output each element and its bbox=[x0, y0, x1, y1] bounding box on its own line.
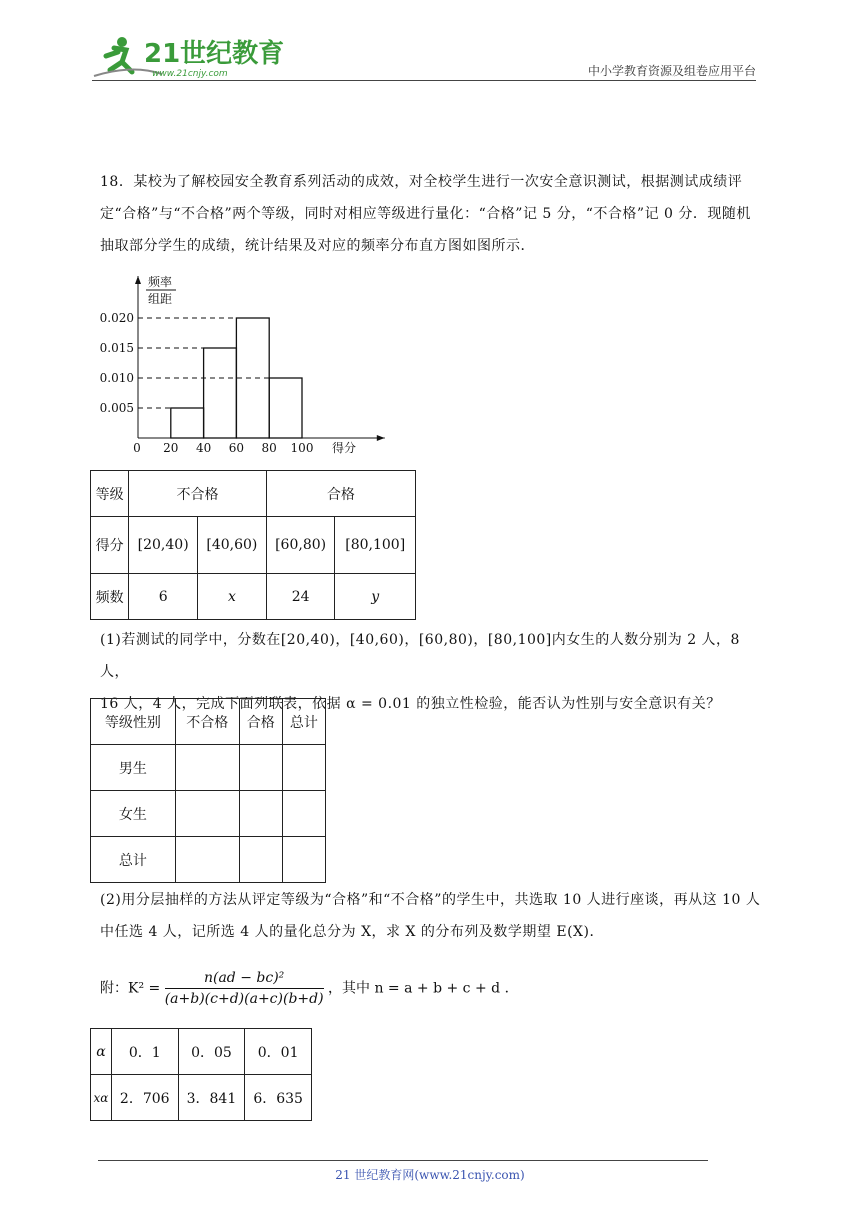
empty-cell bbox=[175, 745, 239, 791]
k-squared-formula bbox=[100, 970, 519, 1007]
histogram-bar bbox=[171, 408, 204, 438]
xlabel: 得分 bbox=[332, 441, 357, 455]
y-tick-label: 0.010 bbox=[99, 371, 134, 385]
table-row-label: 女生 bbox=[91, 791, 176, 837]
x-tick-label: 40 bbox=[195, 441, 212, 455]
intro-line: 18．某校为了解校园安全教育系列活动的成效，对全校学生进行一次安全意识测试，根据测试成绩评 bbox=[100, 174, 743, 190]
table-cell: 0．01 bbox=[245, 1029, 312, 1075]
header-platform-text: 中小学教育资源及组卷应用平台 bbox=[587, 64, 756, 78]
empty-cell bbox=[282, 837, 325, 883]
formula-prefix: 附：K² = bbox=[100, 980, 161, 997]
ylabel-bottom: 组距 bbox=[148, 292, 173, 306]
y-tick-label: 0.020 bbox=[99, 311, 134, 325]
critical-value-table bbox=[90, 1028, 312, 1121]
intro-line: 抽取部分学生的成绩，统计结果及对应的频率分布直方图如图所示． bbox=[100, 238, 535, 254]
x-tick-label: 100 bbox=[290, 441, 314, 455]
table-cell: [20,40) bbox=[129, 517, 198, 574]
part2-line: (2)用分层抽样的方法从评定等级为“合格”和“不合格”的学生中，共选取 10 人进行座谈，再从这 10 人 bbox=[100, 892, 761, 908]
histogram-bar bbox=[204, 348, 237, 438]
part2-line: 中任选 4 人，记所选 4 人的量化总分为 X，求 X 的分布列及数学期望 E(X)． bbox=[100, 924, 604, 940]
table-cell: [80,100] bbox=[335, 517, 416, 574]
logo-url: www.21cnjy.com bbox=[152, 69, 228, 79]
ylabel-top: 频率 bbox=[148, 275, 173, 289]
formula-suffix: ，其中 n = a + b + c + d ． bbox=[328, 980, 519, 997]
table-header-cell: 不合格 bbox=[175, 699, 239, 745]
table-row-label: 男生 bbox=[91, 745, 176, 791]
table-cell: α bbox=[91, 1029, 112, 1075]
table-cell: 0．1 bbox=[111, 1029, 178, 1075]
header-divider bbox=[92, 80, 756, 81]
table-row-label: 总计 bbox=[91, 837, 176, 883]
histogram-bar bbox=[269, 378, 302, 438]
formula-denominator: (a+b)(c+d)(a+c)(b+d) bbox=[164, 991, 324, 1007]
table-cell: 6．635 bbox=[245, 1075, 312, 1121]
x-tick-label: 20 bbox=[163, 441, 179, 455]
x-tick-label: 60 bbox=[228, 441, 245, 455]
y-tick-label: 0.015 bbox=[99, 341, 134, 355]
x-tick-label: 80 bbox=[261, 441, 277, 455]
question-part-2 bbox=[100, 884, 764, 948]
table-cell: 3．841 bbox=[178, 1075, 245, 1121]
empty-cell bbox=[175, 791, 239, 837]
logo-text: 21世纪教育 bbox=[144, 39, 285, 69]
empty-cell bbox=[175, 837, 239, 883]
empty-cell bbox=[282, 791, 325, 837]
part1-line: 16 人，4 人，完成下面列联表，依据 α = 0.01 的独立性检验，能否认为性别与安全意识有关？ bbox=[100, 696, 721, 712]
empty-cell bbox=[282, 745, 325, 791]
part1-line: (1)若测试的同学中，分数在[20,40)，[40,60)，[60,80)，[80,100]内女生的人数分别为 2 人，8 人， bbox=[100, 632, 740, 680]
table-cell: [60,80) bbox=[266, 517, 335, 574]
table-cell: 不合格 bbox=[129, 471, 266, 517]
y-tick-label: 0.005 bbox=[99, 401, 134, 415]
formula-fraction bbox=[165, 970, 324, 1007]
empty-cell bbox=[239, 791, 282, 837]
table-cell: 得分 bbox=[91, 517, 129, 574]
table-cell: x bbox=[198, 574, 267, 620]
table-header-cell: 总计 bbox=[282, 699, 325, 745]
table-cell: 6 bbox=[129, 574, 198, 620]
question-intro bbox=[100, 166, 764, 262]
x-tick-label: 0 bbox=[133, 441, 141, 455]
frequency-histogram bbox=[96, 270, 386, 462]
table-cell: 频数 bbox=[91, 574, 129, 620]
empty-cell bbox=[239, 837, 282, 883]
table-cell: 等级 bbox=[91, 471, 129, 517]
table-header-cell: 合格 bbox=[239, 699, 282, 745]
table-cell: 2．706 bbox=[111, 1075, 178, 1121]
site-logo bbox=[92, 34, 285, 80]
footer-divider bbox=[98, 1160, 708, 1161]
contingency-table bbox=[90, 698, 326, 883]
table-cell: 合格 bbox=[266, 471, 415, 517]
table-header-cell: 等级性别 bbox=[91, 699, 176, 745]
formula-numerator: n(ad − bc)² bbox=[165, 970, 324, 989]
table-cell: xα bbox=[91, 1075, 112, 1121]
footer-text: 21 世纪教育网(www.21cnjy.com) bbox=[335, 1168, 525, 1182]
y-axis-arrow bbox=[135, 276, 141, 284]
table-cell: [40,60) bbox=[198, 517, 267, 574]
grade-frequency-table bbox=[90, 470, 416, 620]
x-axis-arrow bbox=[377, 435, 385, 441]
table-cell: y bbox=[335, 574, 416, 620]
table-cell: 24 bbox=[266, 574, 335, 620]
intro-line: 定“合格”与“不合格”两个等级，同时对相应等级进行量化：“合格”记 5 分，“不合格”记 0 分．现随机 bbox=[100, 206, 751, 222]
empty-cell bbox=[239, 745, 282, 791]
table-cell: 0．05 bbox=[178, 1029, 245, 1075]
